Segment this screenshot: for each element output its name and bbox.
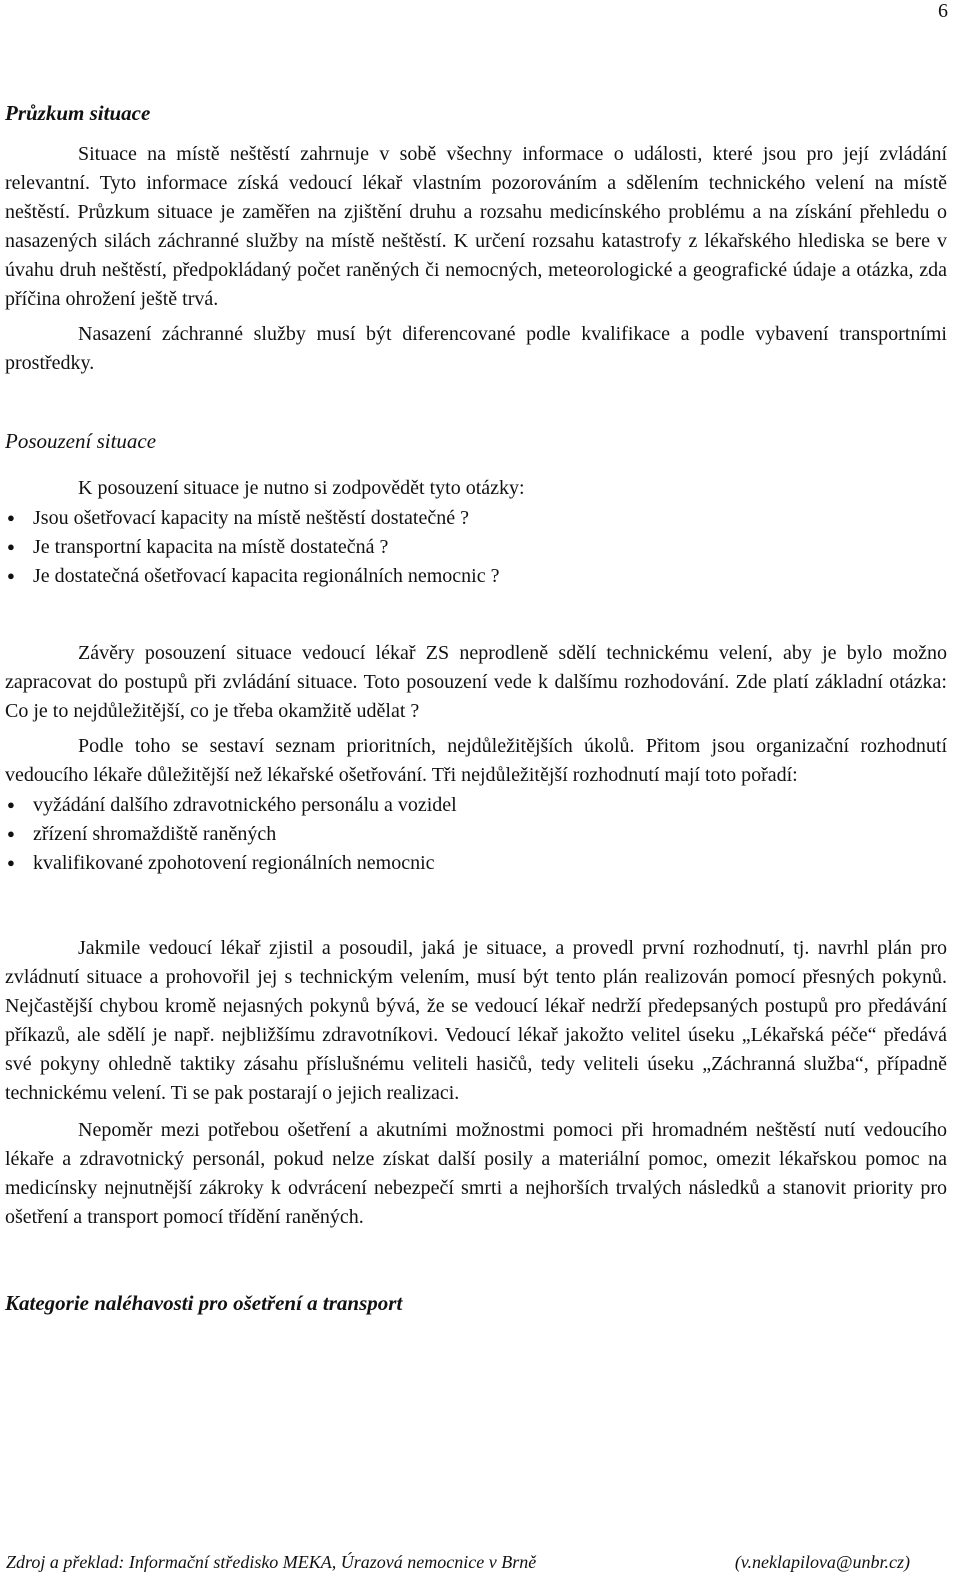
paragraph-pruzkum-2: Nasazení záchranné služby musí být diferencované podle kvalifikace a podle vybavení transportními prostředky. — [5, 323, 947, 374]
questions-list — [5, 504, 947, 591]
footer-source: Zdroj a překlad: Informační středisko MEKA, Úrazová nemocnice v Brně — [6, 1552, 537, 1572]
list-item: ● vyžádání dalšího zdravotnického personálu a vozidel — [5, 791, 947, 820]
paragraph-pruzkum-1: Situace na místě neštěstí zahrnuje v sobě všechny informace o události, které jsou pro její zvládání relevantní. Tyto informace získá vedoucí lékař vlastním pozorováním a sdělením technického velení na místě neštěstí. Průzkum situace je zaměřen na zjištění druhu a rozsahu medicínského problému a na získání přehledu o nasazených silách záchranné služby na místě neštěstí. K určení rozsahu katastrofy z lékařského hlediska se bere v úvahu druh neštěstí, předpokládaný počet raněných či nemocných, meteorologické a geografické údaje a otázka, zda příčina ohrožení ještě trvá. — [5, 143, 947, 310]
paragraph-posouzeni-intro: K posouzení situace je nutno si zodpovědět tyto otázky: — [78, 477, 525, 499]
heading-posouzeni-situace: Posouzení situace — [5, 429, 157, 453]
heading-kategorie-nalehavosti: Kategorie naléhavosti pro ošetření a transport — [5, 1291, 403, 1315]
footer — [6, 1552, 910, 1573]
paragraph-nepomer: Nepoměr mezi potřebou ošetření a akutními možnostmi pomoci při hromadném neštěstí nutí vedoucího lékaře a zdravotnický personál, pokud nelze získat další posily a materiální pomoc, omezit lékařskou pomoc na medicínsky nejnutnější zákroky k odvrácení nebezpečí smrti a nejhorších trvalých následků a stanovit priority pro ošetření a transport pomocí třídění raněných. — [5, 1119, 947, 1228]
paragraph-zavery: Závěry posouzení situace vedoucí lékař ZS neprodleně sdělí technickému velení, aby je bylo možno zapracovat do postupů při zvládání situace. Toto posouzení vede k dalšímu rozhodování. Zde platí základní otázka: Co je to nejdůležitější, co je třeba okamžitě udělat ? — [5, 642, 947, 722]
list-item: ● zřízení shromaždiště raněných — [5, 820, 947, 849]
document-body — [5, 98, 947, 1318]
list-item: ● Je dostatečná ošetřovací kapacita regionálních nemocnic ? — [5, 562, 947, 591]
paragraph-jakmile: Jakmile vedoucí lékař zjistil a posoudil, jaká je situace, a provedl první rozhodnutí, tj. navrhl plán pro zvládnutí situace a prohovořil jej s technickým velením, musí být tento plán realizován pomocí přesných pokynů. Nejčastější chybou kromě nejasných pokynů bývá, že se vedoucí lékař nedrží předepsaných postupů pro předávání příkazů, ale sdělí je např. nejbližšímu zdravotníkovi. Vedoucí lékař jakožto velitel úseku „Lékařská péče“ předává své pokyny ohledně taktiky zásahu příslušnému veliteli hasičů, tedy veliteli úseku „Záchranná služba“, případně technickému velení. Ti se pak postarají o jejich realizaci. — [5, 937, 947, 1104]
page-number: 6 — [938, 0, 948, 22]
list-item: ● Je transportní kapacita na místě dostatečná ? — [5, 533, 947, 562]
heading-pruzkum-situace: Průzkum situace — [5, 101, 151, 125]
list-item: ● kvalifikované zpohotovení regionálních nemocnic — [5, 849, 947, 878]
footer-email: (v.neklapilova@unbr.cz) — [734, 1552, 910, 1572]
list-item: ● Jsou ošetřovací kapacity na místě neštěstí dostatečné ? — [5, 504, 947, 533]
decisions-list — [5, 791, 947, 878]
paragraph-podle-toho: Podle toho se sestaví seznam prioritních, nejdůležitějších úkolů. Přitom jsou organizační rozhodnutí vedoucího lékaře důležitější než lékařské ošetřování. Tři nejdůležitější rozhodnutí mají toto pořadí: — [5, 735, 947, 786]
